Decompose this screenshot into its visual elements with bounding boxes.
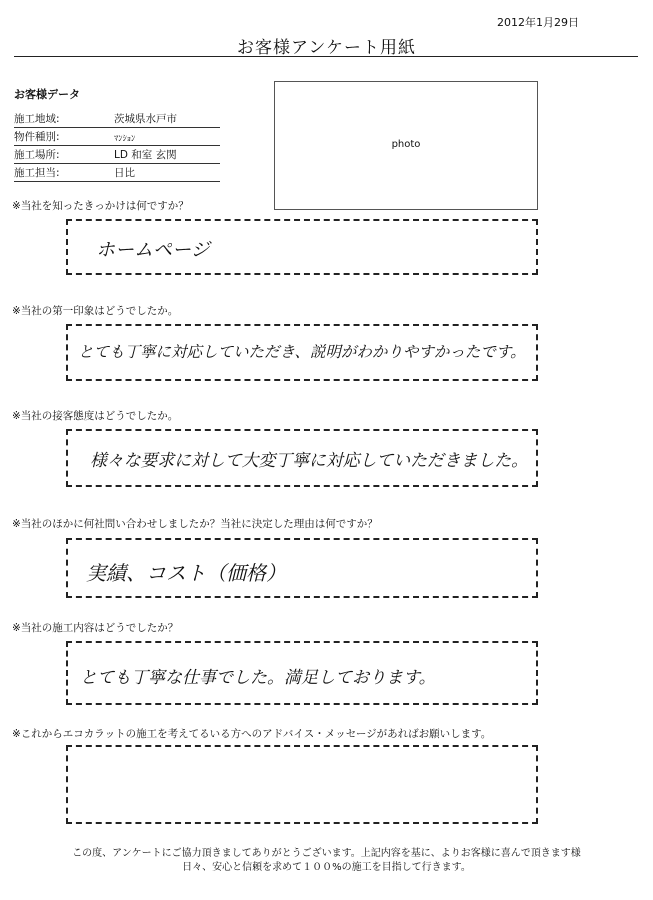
- footer-line-1: この度、アンケートにご協力頂きましてありがとうございます。上記内容を基に、よりお客様に喜んで頂きます様: [72, 848, 581, 859]
- info-row-property-type: [14, 128, 220, 146]
- info-row-location: [14, 146, 220, 164]
- page-title: お客様アンケート用紙: [237, 38, 416, 58]
- info-value: ﾏﾝｼｮﾝ: [114, 134, 136, 144]
- info-row-staff: [14, 164, 220, 182]
- answer-box-3: [66, 429, 538, 487]
- photo-placeholder: [274, 81, 538, 210]
- info-label: 物件種別:: [14, 131, 60, 143]
- answer-box-4: [66, 538, 538, 598]
- info-label: 施工担当:: [14, 167, 60, 179]
- customer-data-heading: お客様データ: [14, 88, 80, 101]
- question-2: ※当社の第一印象はどうでしたか。: [12, 305, 179, 317]
- photo-label: photo: [391, 139, 421, 150]
- answer-box-5: [66, 641, 538, 705]
- info-value: 茨城県水戸市: [114, 113, 177, 125]
- info-row-area: [14, 110, 220, 128]
- title-underline: [14, 56, 638, 57]
- info-label: 施工場所:: [14, 149, 60, 161]
- answer-3: 様々な要求に対して大変丁寧に対応していただきました。: [90, 451, 528, 471]
- question-4: ※当社のほかに何社問い合わせしましたか？当社に決定した理由は何ですか？: [12, 518, 378, 530]
- footer-line-2: 日々、安心と信頼を求めて１００%の施工を目指して行きます。: [182, 862, 471, 873]
- answer-1: ホームページ: [96, 239, 210, 261]
- info-value: 日比: [114, 167, 135, 179]
- answer-box-1: [66, 219, 538, 275]
- answer-box-2: [66, 324, 538, 381]
- info-label: 施工地域:: [14, 113, 60, 125]
- info-value: LD 和室 玄関: [114, 149, 177, 161]
- question-1: ※当社を知ったきっかけは何ですか？: [12, 200, 189, 212]
- answer-2: とても丁寧に対応していただき、説明がわかりやすかったです。: [78, 343, 526, 361]
- question-6: ※これからエコカラットの施工を考えてるいる方へのアドバイス・メッセージがあればお願いします。: [12, 728, 492, 740]
- answer-5: とても丁寧な仕事でした。満足しております。: [80, 668, 436, 688]
- survey-date: 2012年1月29日: [497, 16, 579, 29]
- answer-box-6: [66, 745, 538, 824]
- question-5: ※当社の施工内容はどうでしたか？: [12, 622, 179, 634]
- answer-4: 実績、コスト（価格）: [86, 561, 286, 585]
- question-3: ※当社の接客態度はどうでしたか。: [12, 410, 179, 422]
